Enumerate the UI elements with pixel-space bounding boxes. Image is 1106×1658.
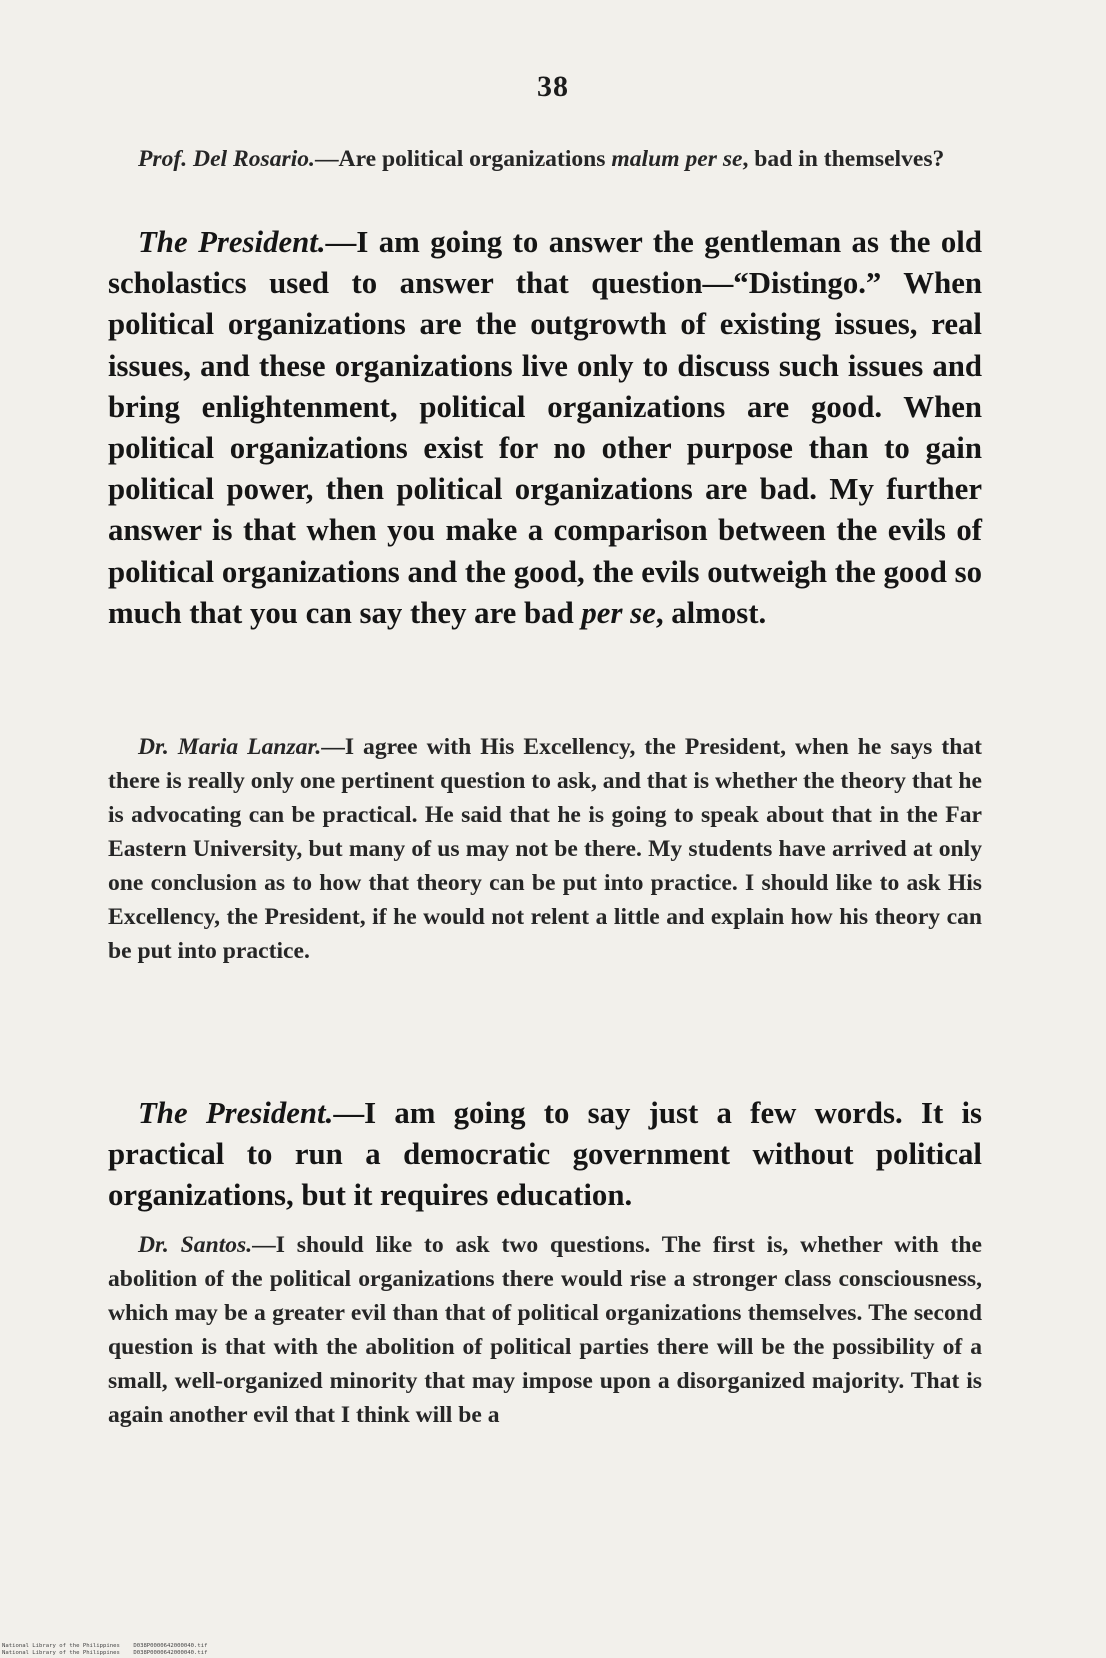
em-dash: —: [333, 1096, 365, 1130]
speaker-name: The President.: [138, 1096, 334, 1130]
speaker-name: Dr. Maria Lanzar.: [138, 734, 322, 760]
paragraph-text: I am going to say just a few words. It is practical to run a democratic government without political organizations, but it requires education.: [108, 1096, 982, 1213]
em-dash: —: [325, 225, 357, 259]
paragraph-president-answer: [108, 222, 982, 634]
paragraph-text: , almost.: [655, 595, 767, 630]
paragraph-text: Are political organizations: [338, 146, 612, 172]
paragraph-president-reply: [108, 1093, 982, 1217]
paragraph-santos-questions: [108, 1228, 982, 1432]
paragraph-text: I should like to ask two questions. The first is, whether with the abolition of the political organizations there would rise a stronger class consciousness, which may be a greater evil than that of political organizations themselves. The second question is that with the abolition of political parties there will be the possibility of a small, well-organized minority that may impose upon a disorganized majority. That is again another evil that I think will be a: [108, 1232, 982, 1428]
paragraph-del-rosario-question: [108, 142, 944, 176]
speaker-name: Dr. Santos.: [138, 1232, 253, 1258]
speaker-name: The President.: [138, 225, 326, 259]
paragraph-text: I am going to answer the gentleman as the old scholastics used to answer that question—“Distingo.” When political organizations are the outgrowth of existing issues, real issues, and these organizations live only to discuss such issues and bring enlightenment, political organizations are good. When political organizations exist for no other purpose than to gain political power, then political organizations are bad. My further answer is that when you make a comparison between the evils of political organizations and the good, the evils outweigh the good so much that you can say they are bad: [108, 225, 982, 630]
paragraph-text: I agree with His Excellency, the President, when he says that there is really only one pertinent question to ask, and that is whether the theory that he is advocating can be practical. He said that he is going to speak about that in the Far Eastern University, but many of us may not be there. My students have arrived at only one conclusion as to how that theory can be put into practice. I should like to ask His Excellency, the President, if he would not relent a little and explain how his theory can be put into practice.: [108, 734, 982, 964]
footer-line: National Library of the Philippines D038P0000642000040.tif: [2, 1643, 208, 1650]
paragraph-text: , bad in themselves?: [742, 146, 945, 172]
page-number: 38: [537, 70, 569, 103]
italic-phrase: malum per se: [611, 146, 743, 172]
scan-footer: [2, 1643, 207, 1656]
speaker-name: Prof. Del Rosario.: [138, 146, 315, 172]
em-dash: —: [321, 734, 345, 760]
footer-line: National Library of the Philippines D038P0000642000040.tif: [2, 1649, 208, 1656]
paragraph-lanzar-question: [108, 730, 982, 968]
em-dash: —: [252, 1232, 276, 1258]
em-dash: —: [314, 146, 339, 172]
italic-phrase: per se: [581, 595, 656, 630]
